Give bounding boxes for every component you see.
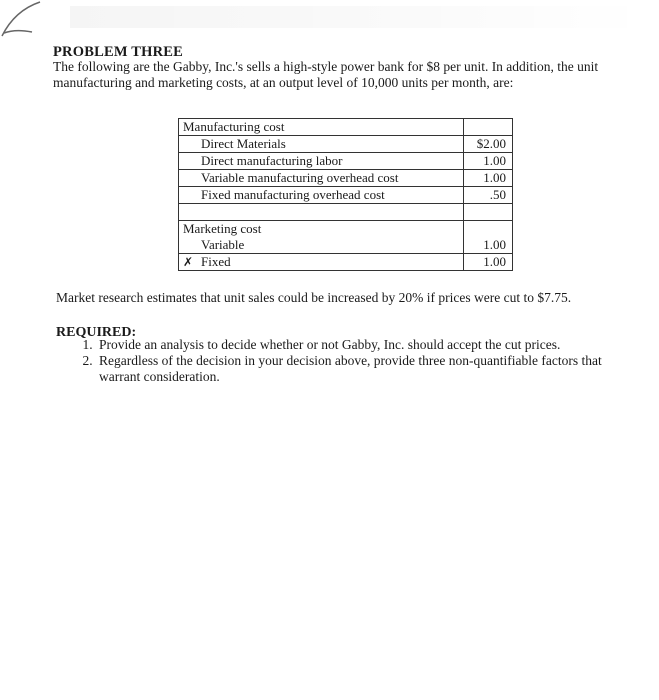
row-amount: 1.00: [464, 237, 513, 254]
row-label: Fixed manufacturing overhead cost: [179, 187, 464, 204]
table-row: [179, 153, 513, 170]
required-title: REQUIRED:: [56, 325, 137, 340]
problem-intro: The following are the Gabby, Inc.'s sells a high-style power bank for $8 per unit. In addition, the unit manufacturing and marketing costs, at an output level of 10,000 units per month, are:: [53, 59, 599, 90]
table-row: [179, 187, 513, 204]
required-list: [56, 337, 636, 385]
pen-stroke-mark: [0, 0, 60, 40]
manufacturing-heading: Manufacturing cost: [179, 119, 464, 136]
table-row: [179, 136, 513, 153]
list-item: 2. Regardless of the decision in your decision above, provide three non-quantifiable factors that warrant consideration.: [96, 353, 636, 385]
table-row: [179, 170, 513, 187]
row-amount: .50: [464, 187, 513, 204]
row-amount: 1.00: [464, 153, 513, 170]
list-item: 1. Provide an analysis to decide whether or not Gabby, Inc. should accept the cut prices.: [96, 337, 636, 353]
row-amount: $2.00: [464, 136, 513, 153]
row-label: Fixed: [201, 254, 231, 269]
table-row: [179, 204, 513, 221]
row-amount: 1.00: [464, 170, 513, 187]
marketing-heading: Marketing cost: [179, 221, 464, 238]
row-amount: 1.00: [464, 254, 513, 271]
bleed-through-shadow: [70, 6, 650, 28]
table-row: [179, 237, 513, 254]
row-label: Variable: [179, 237, 464, 254]
problem-title: PROBLEM THREE: [53, 44, 184, 60]
table-row: [179, 221, 513, 238]
cost-table: [178, 118, 513, 271]
row-label: Direct manufacturing labor: [179, 153, 464, 170]
table-row: [179, 119, 513, 136]
row-label: Direct Materials: [179, 136, 464, 153]
table-row: [179, 254, 513, 271]
row-label: Variable manufacturing overhead cost: [179, 170, 464, 187]
handwritten-x-mark: ✗: [183, 255, 194, 269]
market-research-text: Market research estimates that unit sales could be increased by 20% if prices were cut to $7.75.: [56, 290, 572, 305]
